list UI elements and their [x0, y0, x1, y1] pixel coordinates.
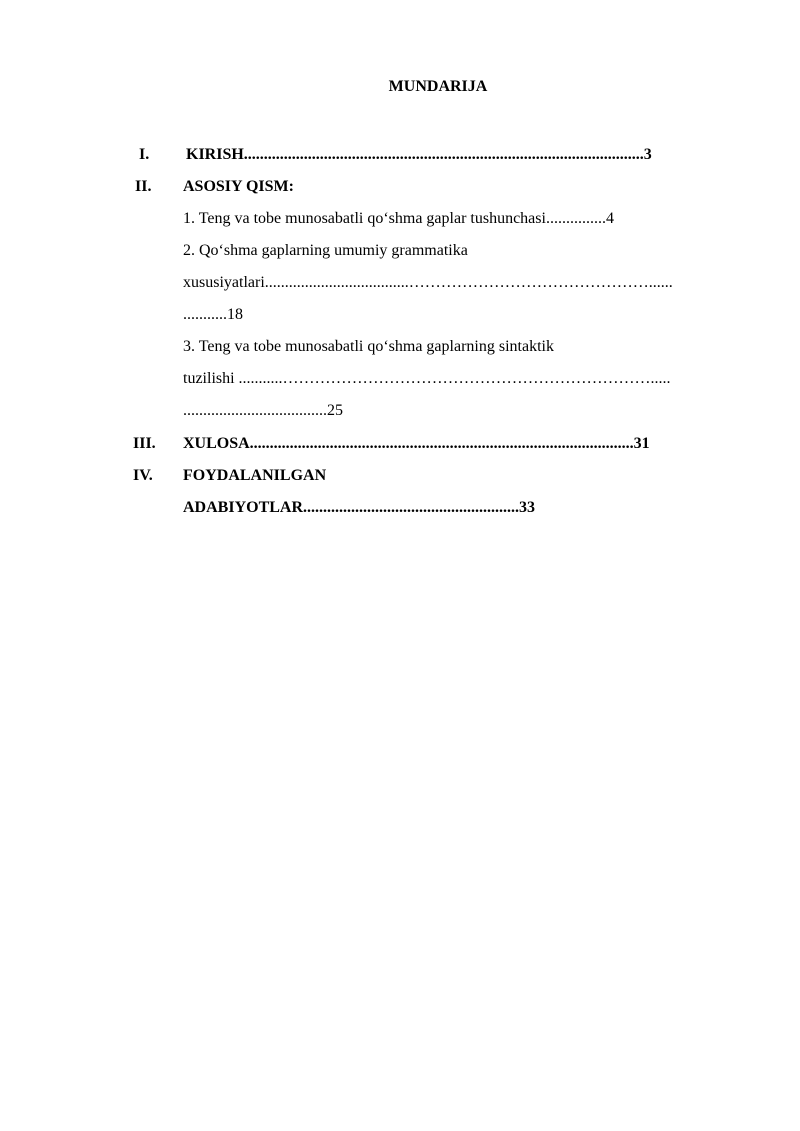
toc-subentry-3-line-1: 3. Teng va tobe munosabatli qo‘shma gaplarning sintaktik [183, 338, 554, 355]
toc-entry-xulosa: XULOSA................................................................................................31 [183, 435, 650, 452]
toc-subentry-3-line-3: ....................................25 [183, 402, 343, 419]
toc-entry-asosiy-qism: ASOSIY QISM: [183, 178, 294, 195]
toc-subentry-3-line-2: tuzilishi ...........……………………………………………………………..... [183, 370, 671, 387]
toc-subentry-2-line-3: ...........18 [183, 306, 243, 323]
toc-subentry-1: 1. Teng va tobe munosabatli qo‘shma gaplar tushunchasi...............4 [183, 210, 614, 227]
toc-subentry-2-line-1: 2. Qo‘shma gaplarning umumiy grammatika [183, 242, 468, 259]
toc-numeral-4: IV. [133, 467, 153, 484]
toc-subentry-2-line-2: xususiyatlari....................................………………………………………...... [183, 274, 673, 291]
toc-numeral-3: III. [133, 435, 156, 452]
toc-entry-foydalanilgan: FOYDALANILGAN [183, 467, 327, 484]
toc-numeral-2: II. [135, 178, 152, 195]
toc-entry-adabiyotlar: ADABIYOTLAR......................................................33 [183, 499, 536, 516]
toc-title: MUNDARIJA [388, 78, 488, 95]
toc-entry-kirish: KIRISH....................................................................................................3 [186, 146, 652, 163]
toc-numeral-1: I. [139, 146, 150, 163]
